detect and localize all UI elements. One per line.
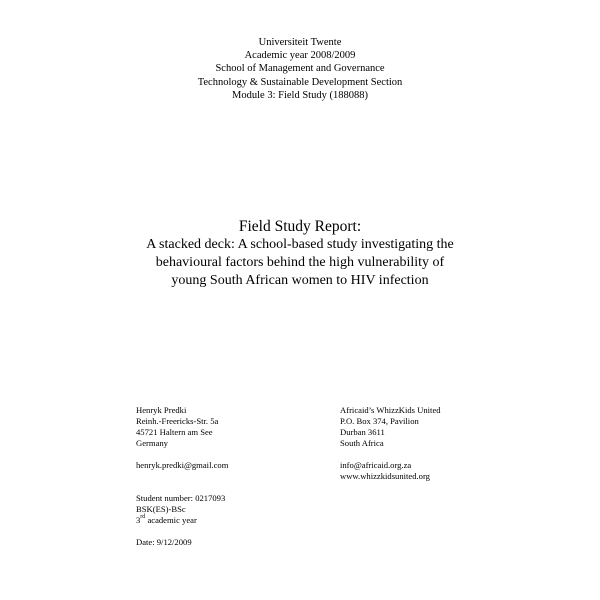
year-text: academic year (145, 515, 197, 525)
year-suffix: rd (140, 514, 146, 521)
university-name: Universiteit Twente (258, 37, 342, 48)
section-name: Technology & Sustainable Development Section (197, 76, 403, 88)
author-city: 45721 Haltern am See (136, 427, 213, 437)
author-country: Germany (136, 438, 168, 448)
organization-name: Africaid’s WhizzKids United (340, 405, 441, 415)
spacer (340, 449, 540, 460)
organization-email: info@africaid.org.za (340, 460, 412, 470)
author-details (136, 405, 336, 548)
author-email: henryk.predki@gmail.com (136, 460, 229, 470)
organization-country: South Africa (340, 438, 384, 448)
program: BSK(ES)-BSc (136, 504, 186, 514)
report-title-line-2: behavioural factors behind the high vulnerability of (155, 255, 445, 270)
student-number: Student number: 0217093 (136, 493, 226, 503)
report-date: Date: 9/12/2009 (136, 537, 192, 547)
spacer (136, 526, 336, 537)
author-street: Reinh.-Freericks-Str. 5a (136, 416, 219, 426)
report-title-line-3: young South African women to HIV infection (171, 273, 429, 288)
spacer (136, 449, 336, 460)
organization-website: www.whizzkidsunited.org (340, 471, 430, 481)
academic-year-of-study (136, 515, 336, 526)
spacer (136, 471, 336, 482)
academic-year: Academic year 2008/2009 (244, 50, 356, 62)
organization-details (340, 405, 540, 482)
spacer (136, 482, 336, 493)
module-name: Module 3: Field Study (188088) (232, 89, 368, 101)
report-label: Field Study Report: (238, 218, 362, 235)
report-title-block (0, 218, 600, 290)
institution-header (0, 36, 600, 102)
report-title-line-1: A stacked deck: A school-based study investigating the (146, 237, 454, 252)
organization-city: Durban 3611 (340, 427, 385, 437)
school-name: School of Management and Governance (215, 63, 385, 75)
organization-po-box: P.O. Box 374, Pavilion (340, 416, 419, 426)
author-name: Henryk Predki (136, 405, 187, 415)
year-number: 3 (136, 515, 141, 525)
